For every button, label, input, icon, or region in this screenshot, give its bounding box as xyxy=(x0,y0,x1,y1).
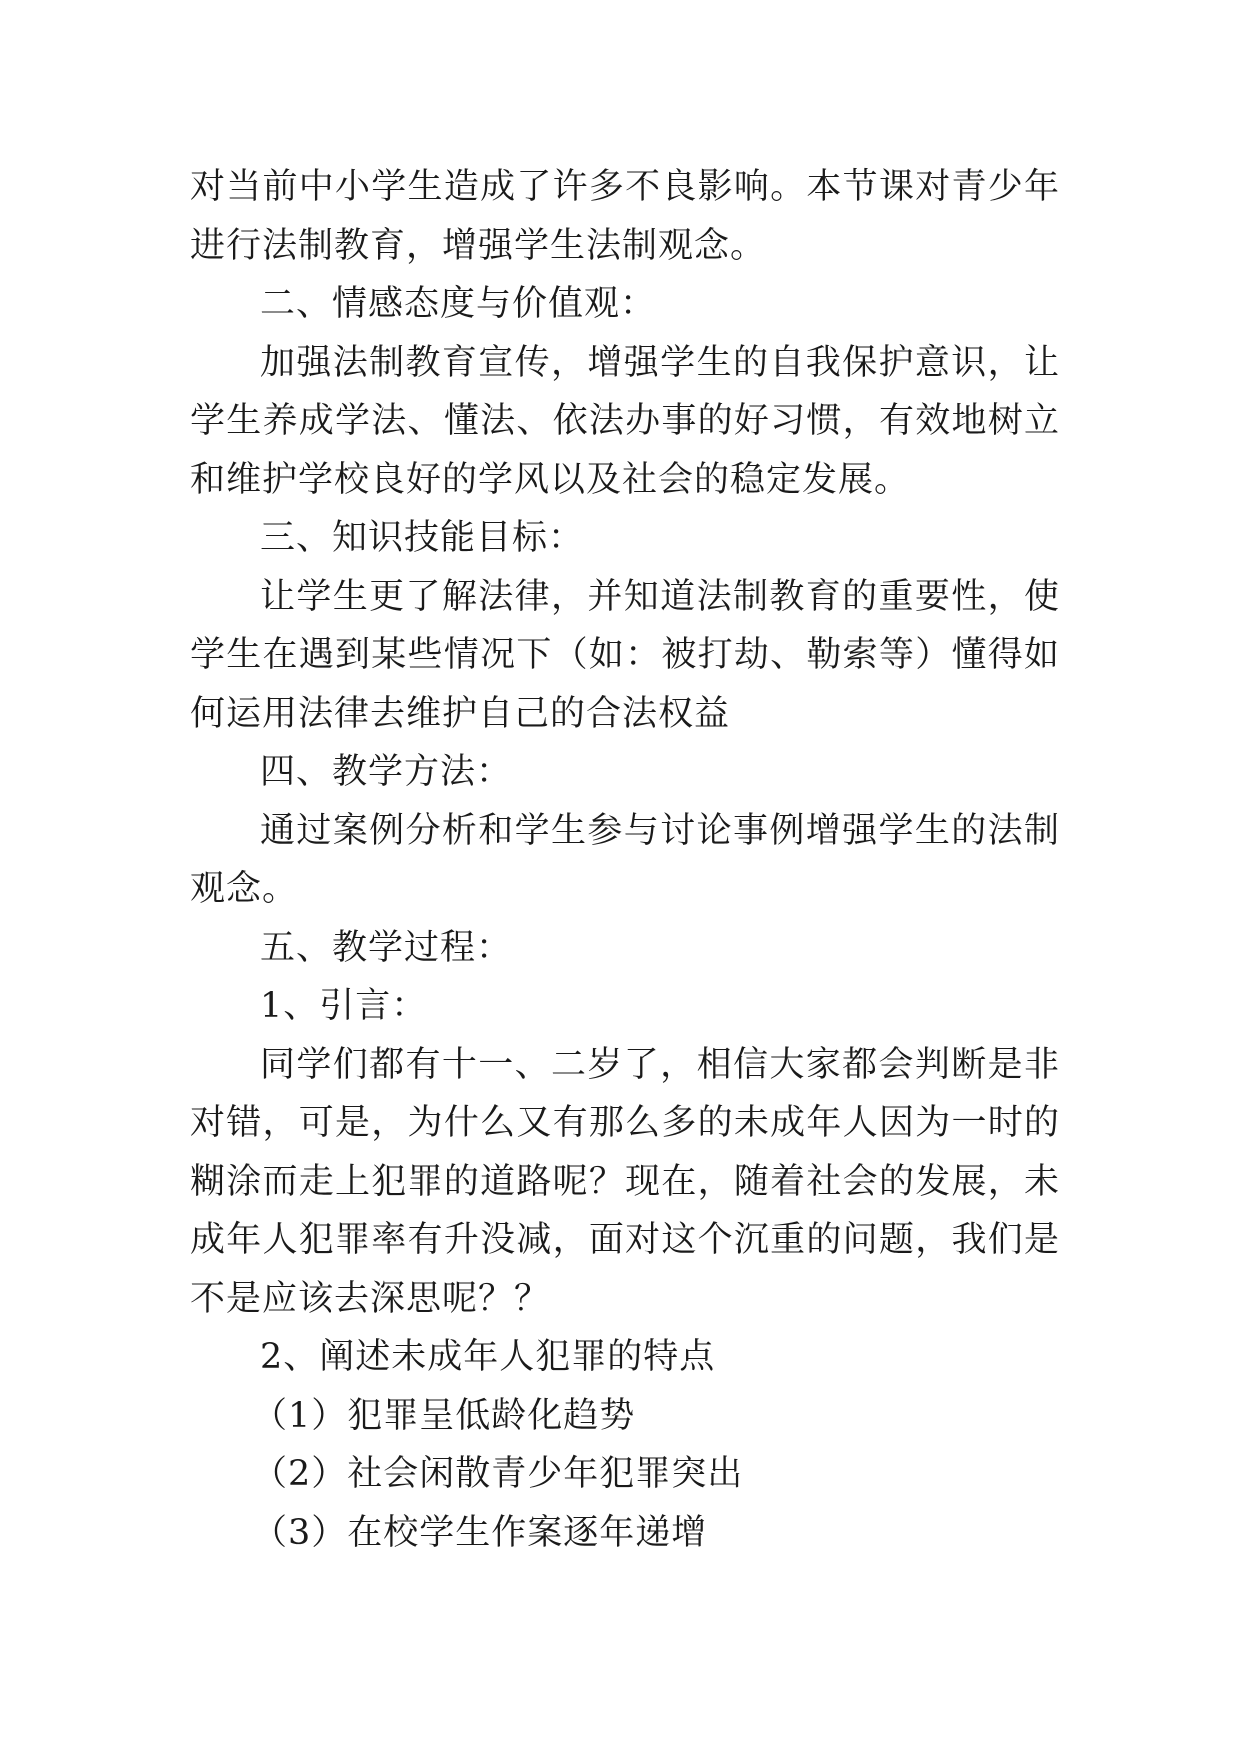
list-item-feature-2: （2）社会闲散青少年犯罪突出 xyxy=(252,1454,744,1494)
heading-introduction: 1、引言： xyxy=(260,986,428,1026)
paragraph-introduction: 同学们都有十一、二岁了，相信大家都会判断是非对错，可是，为什么又有那么多的未成年人因为一时的糊涂而走上犯罪的道路呢？现在，随着社会的发展，未成年人犯罪率有升没减，面对这个沉重的问题，我们是不是应该去深思呢？？ xyxy=(190,1044,1060,1319)
heading-teaching-process: 五、教学过程： xyxy=(260,927,513,968)
paragraph-teaching-methods: 通过案例分析和学生参与讨论事例增强学生的法制观念。 xyxy=(190,810,1060,909)
paragraph-intro-continued: 对当前中小学生造成了许多不良影响。本节课对青少年进行法制教育，增强学生法制观念。 xyxy=(190,167,1060,266)
heading-emotion-values: 二、情感态度与价值观： xyxy=(260,284,657,324)
paragraph-emotion-values: 加强法制教育宣传，增强学生的自我保护意识，让学生养成学法、懂法、依法办事的好习惯，有效地树立和维护学校良好的学风以及社会的稳定发展。 xyxy=(190,342,1060,500)
list-item-feature-3: （3）在校学生作案逐年递增 xyxy=(252,1512,708,1553)
heading-knowledge-goals: 三、知识技能目标： xyxy=(260,518,585,558)
list-item-feature-1: （1）犯罪呈低龄化趋势 xyxy=(252,1395,636,1436)
heading-crime-features: 2、阐述未成年人犯罪的特点 xyxy=(260,1337,716,1377)
heading-teaching-methods: 四、教学方法： xyxy=(260,752,513,792)
paragraph-knowledge-goals: 让学生更了解法律，并知道法制教育的重要性，使学生在遇到某些情况下（如：被打劫、勒索等）懂得如何运用法律去维护自己的合法权益 xyxy=(190,576,1060,734)
document-body xyxy=(190,158,1060,1562)
